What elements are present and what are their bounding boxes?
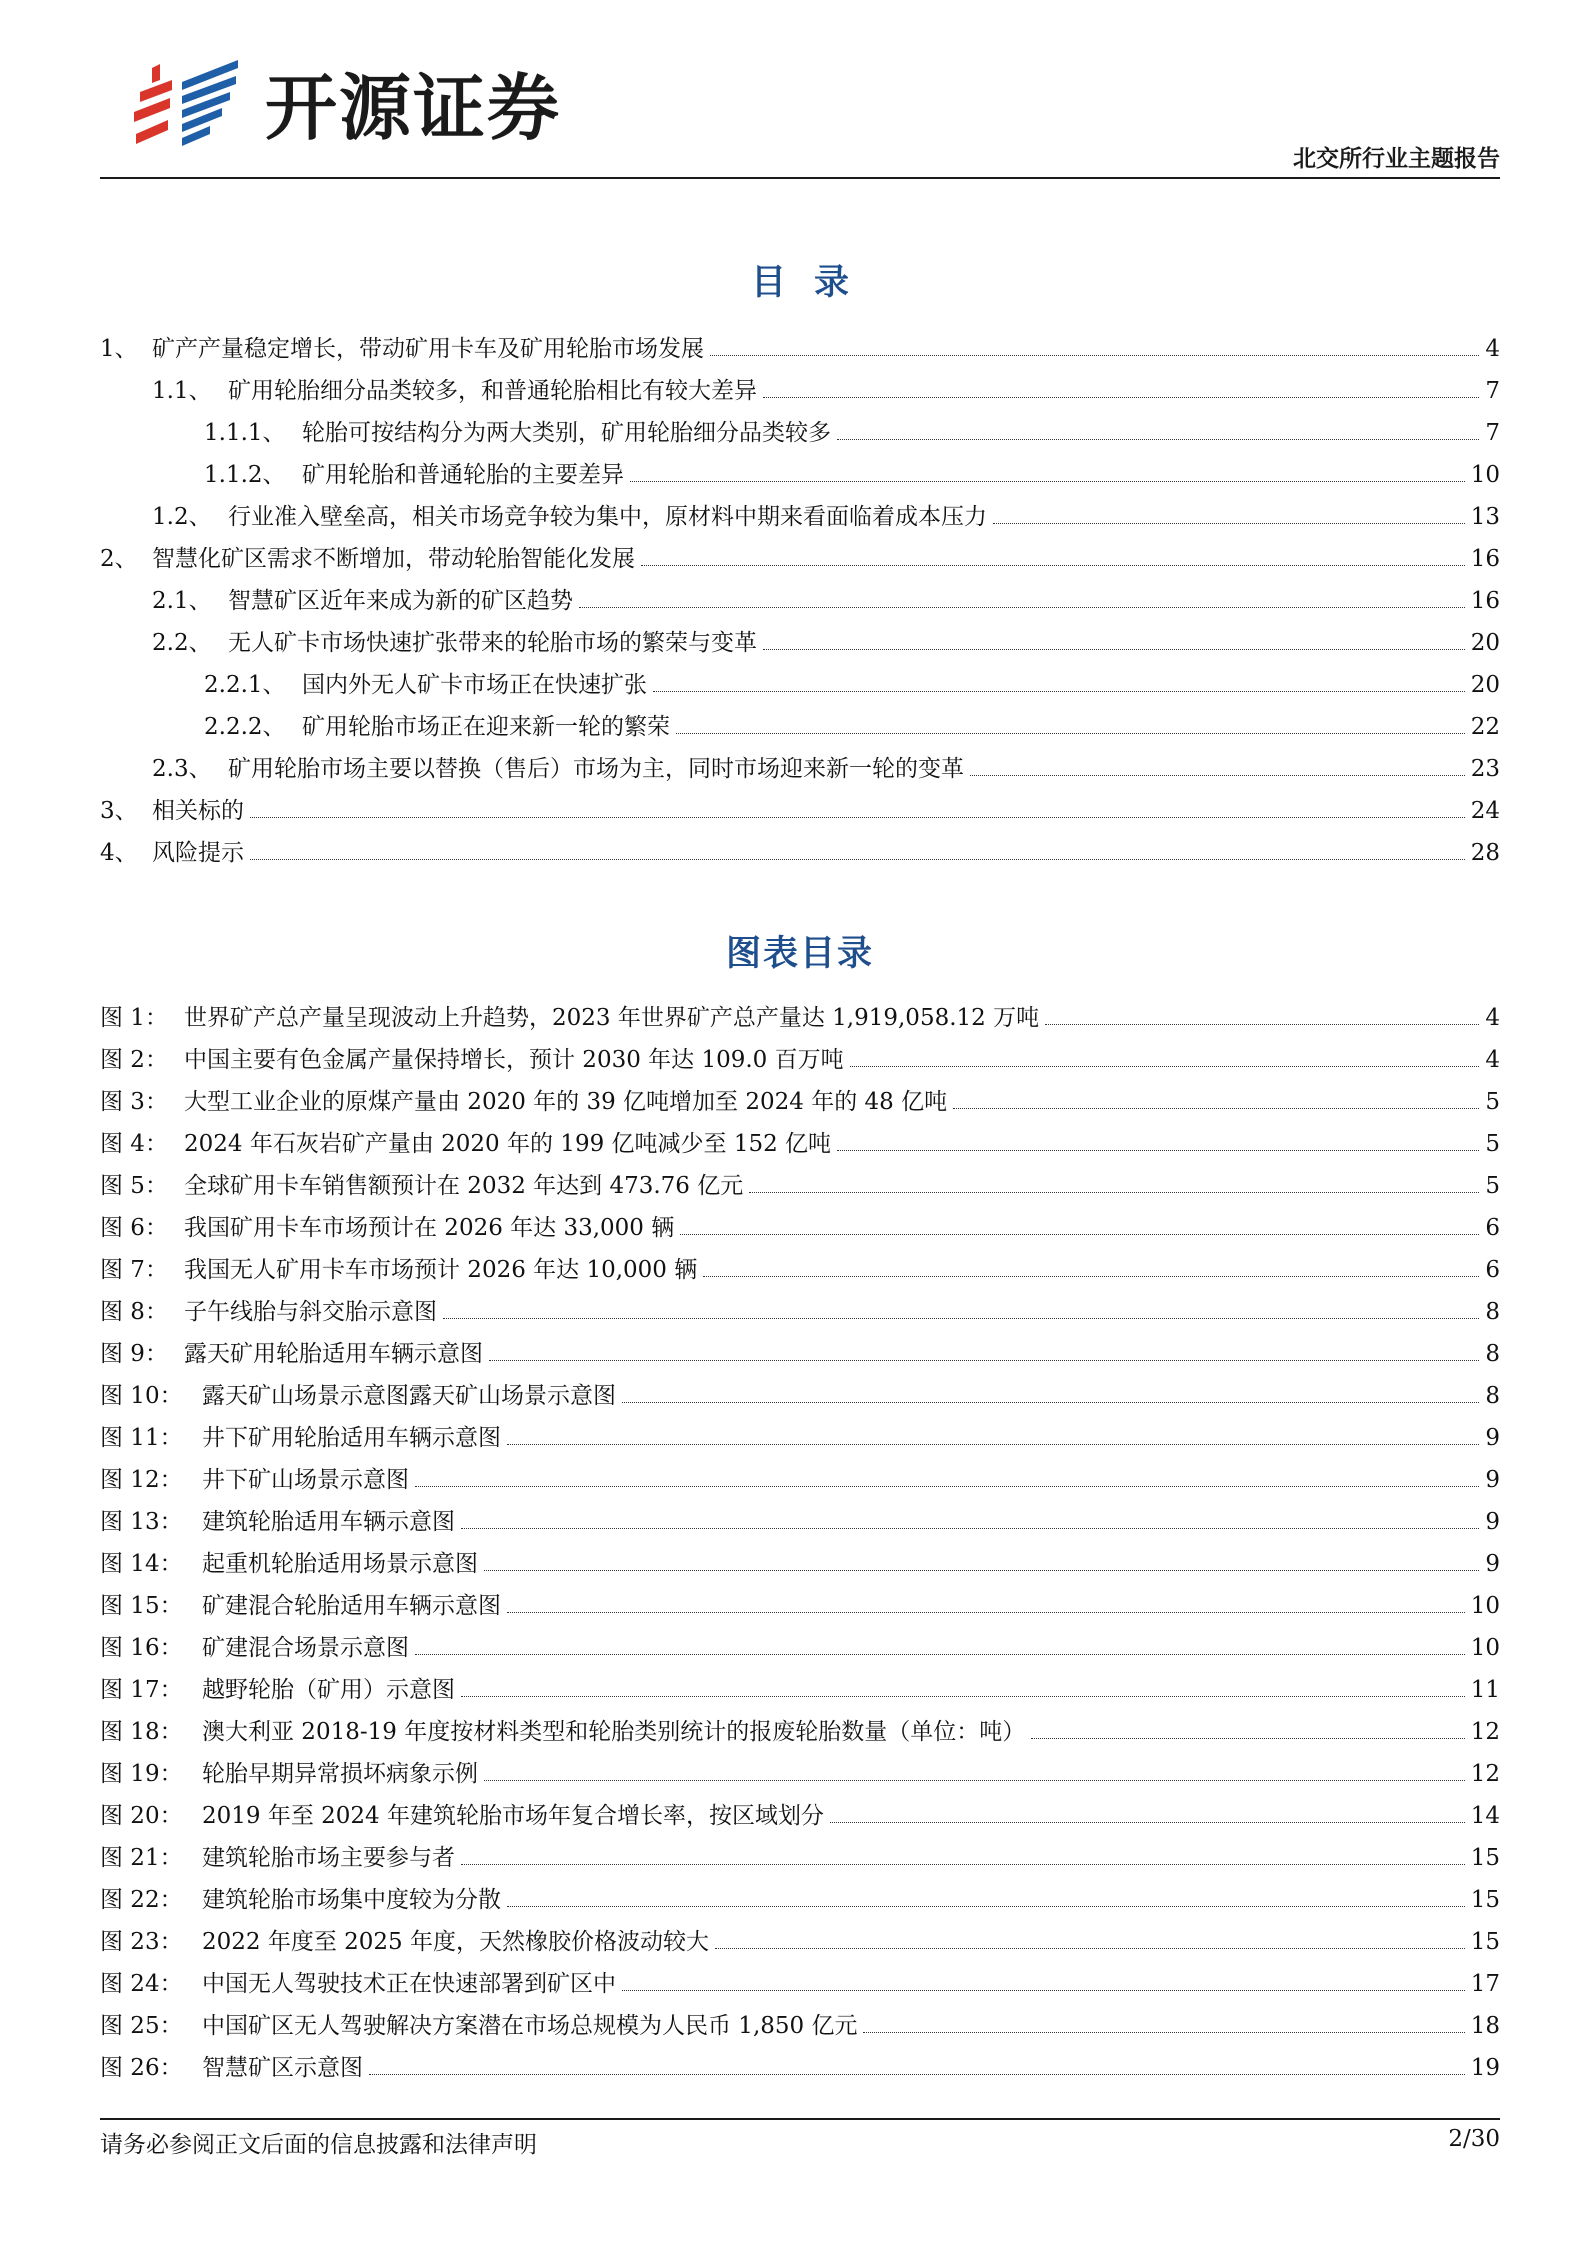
dot-leader bbox=[507, 1444, 1479, 1445]
figure-entry-page: 8 bbox=[1485, 1299, 1500, 1325]
figure-entry-text: 建筑轮胎市场集中度较为分散 bbox=[202, 1887, 501, 1913]
toc-entry[interactable] bbox=[100, 706, 1500, 748]
dot-leader bbox=[415, 1486, 1479, 1487]
figure-entry-text: 我国矿用卡车市场预计在 2026 年达 33,000 辆 bbox=[184, 1215, 675, 1241]
figure-entry-text: 我国无人矿用卡车市场预计 2026 年达 10,000 辆 bbox=[184, 1257, 698, 1283]
toc-entry-number: 2.2、 bbox=[152, 630, 212, 656]
dot-leader bbox=[250, 817, 1465, 818]
figure-entry-text: 智慧矿区示意图 bbox=[202, 2055, 363, 2081]
figure-entry[interactable] bbox=[100, 1669, 1500, 1711]
dot-leader bbox=[461, 1864, 1465, 1865]
figure-entry-number: 图 2： bbox=[100, 1047, 168, 1073]
toc-entry-text: 轮胎可按结构分为两大类别，矿用轮胎细分品类较多 bbox=[302, 420, 831, 446]
toc-entry-number: 2.2.2、 bbox=[204, 714, 286, 740]
figure-entry[interactable] bbox=[100, 1795, 1500, 1837]
figure-entry-number: 图 21： bbox=[100, 1845, 183, 1871]
figure-entry-number: 图 26： bbox=[100, 2055, 183, 2081]
dot-leader bbox=[830, 1822, 1465, 1823]
figure-entry-page: 6 bbox=[1485, 1215, 1500, 1241]
figure-entry-number: 图 24： bbox=[100, 1971, 183, 1997]
dot-leader bbox=[484, 1570, 1479, 1571]
figure-entry[interactable] bbox=[100, 1207, 1500, 1249]
dot-leader bbox=[630, 481, 1465, 482]
figure-entry-page: 15 bbox=[1470, 1887, 1500, 1913]
toc-entry[interactable] bbox=[100, 580, 1500, 622]
figure-entry-number: 图 15： bbox=[100, 1593, 183, 1619]
figure-entry[interactable] bbox=[100, 1039, 1500, 1081]
figure-entry-text: 子午线胎与斜交胎示意图 bbox=[184, 1299, 437, 1325]
dot-leader bbox=[970, 775, 1465, 776]
toc-entry-text: 矿用轮胎市场主要以替换（售后）市场为主，同时市场迎来新一轮的变革 bbox=[228, 756, 964, 782]
figure-entry[interactable] bbox=[100, 1123, 1500, 1165]
figure-entry[interactable] bbox=[100, 1627, 1500, 1669]
dot-leader bbox=[749, 1192, 1479, 1193]
page-header bbox=[100, 40, 1500, 180]
figure-entry-text: 建筑轮胎市场主要参与者 bbox=[202, 1845, 455, 1871]
toc-entry[interactable] bbox=[100, 538, 1500, 580]
toc-title: 目录 bbox=[750, 263, 877, 303]
figure-entry-number: 图 5： bbox=[100, 1173, 168, 1199]
dot-leader bbox=[763, 397, 1479, 398]
dot-leader bbox=[993, 523, 1465, 524]
figure-entry-page: 9 bbox=[1485, 1509, 1500, 1535]
figure-entry-page: 5 bbox=[1485, 1089, 1500, 1115]
figure-list bbox=[100, 997, 1500, 2089]
dot-leader bbox=[676, 733, 1465, 734]
figure-entry-page: 11 bbox=[1470, 1677, 1500, 1703]
toc-entry-text: 行业准入壁垒高，相关市场竞争较为集中，原材料中期来看面临着成本压力 bbox=[228, 504, 987, 530]
figure-entry[interactable] bbox=[100, 1459, 1500, 1501]
toc-entry-text: 国内外无人矿卡市场正在快速扩张 bbox=[302, 672, 647, 698]
dot-leader bbox=[484, 1780, 1465, 1781]
figure-entry-page: 8 bbox=[1485, 1341, 1500, 1367]
figure-entry-text: 起重机轮胎适用场景示意图 bbox=[202, 1551, 478, 1577]
figure-entry[interactable] bbox=[100, 1921, 1500, 1963]
figure-entry-text: 澳大利亚 2018-19 年度按材料类型和轮胎类别统计的报废轮胎数量（单位：吨） bbox=[202, 1719, 1026, 1745]
toc-entry-number: 1.1.1、 bbox=[204, 420, 286, 446]
figure-entry-number: 图 3： bbox=[100, 1089, 168, 1115]
figure-entry-page: 12 bbox=[1470, 1761, 1500, 1787]
figure-entry-number: 图 25： bbox=[100, 2013, 183, 2039]
figure-entry-text: 2019 年至 2024 年建筑轮胎市场年复合增长率，按区域划分 bbox=[202, 1803, 824, 1829]
figure-entry-text: 露天矿山场景示意图露天矿山场景示意图 bbox=[202, 1383, 616, 1409]
brand-logo bbox=[130, 50, 561, 154]
dot-leader bbox=[653, 691, 1465, 692]
figure-entry-text: 露天矿用轮胎适用车辆示意图 bbox=[184, 1341, 483, 1367]
toc-entry[interactable] bbox=[100, 832, 1500, 874]
toc-list bbox=[100, 328, 1500, 874]
figure-entry-page: 17 bbox=[1470, 1971, 1500, 1997]
figure-entry-text: 建筑轮胎适用车辆示意图 bbox=[202, 1509, 455, 1535]
figure-entry[interactable] bbox=[100, 1711, 1500, 1753]
dot-leader bbox=[850, 1066, 1480, 1067]
toc-entry[interactable] bbox=[100, 370, 1500, 412]
toc-entry-page: 20 bbox=[1470, 672, 1500, 698]
toc-entry-number: 1.2、 bbox=[152, 504, 212, 530]
toc-entry-text: 相关标的 bbox=[152, 798, 244, 824]
toc-entry-number: 1.1.2、 bbox=[204, 462, 286, 488]
figure-entry-text: 中国无人驾驶技术正在快速部署到矿区中 bbox=[202, 1971, 616, 1997]
figure-entry-page: 4 bbox=[1485, 1047, 1500, 1073]
toc-entry[interactable] bbox=[100, 748, 1500, 790]
dot-leader bbox=[680, 1234, 1479, 1235]
figure-entry-page: 9 bbox=[1485, 1551, 1500, 1577]
figure-entry-page: 15 bbox=[1470, 1845, 1500, 1871]
figure-entry[interactable] bbox=[100, 1165, 1500, 1207]
figure-entry-text: 井下矿山场景示意图 bbox=[202, 1467, 409, 1493]
figure-entry[interactable] bbox=[100, 1837, 1500, 1879]
figure-entry-number: 图 17： bbox=[100, 1677, 183, 1703]
figure-entry[interactable] bbox=[100, 1249, 1500, 1291]
dot-leader bbox=[1031, 1738, 1465, 1739]
toc-entry-number: 2.3、 bbox=[152, 756, 212, 782]
figure-entry-number: 图 6： bbox=[100, 1215, 168, 1241]
figure-entry-page: 10 bbox=[1470, 1593, 1500, 1619]
toc-entry-text: 矿用轮胎市场正在迎来新一轮的繁荣 bbox=[302, 714, 670, 740]
dot-leader bbox=[641, 565, 1465, 566]
figure-entry-page: 6 bbox=[1485, 1257, 1500, 1283]
toc-entry-text: 矿用轮胎细分品类较多，和普通轮胎相比有较大差异 bbox=[228, 378, 757, 404]
figure-entry-number: 图 9： bbox=[100, 1341, 168, 1367]
figure-entry[interactable] bbox=[100, 1585, 1500, 1627]
figure-entry-page: 5 bbox=[1485, 1131, 1500, 1157]
dot-leader bbox=[443, 1318, 1479, 1319]
header-divider bbox=[100, 177, 1500, 179]
toc-entry-page: 16 bbox=[1470, 588, 1500, 614]
dot-leader bbox=[461, 1528, 1479, 1529]
dot-leader bbox=[461, 1696, 1465, 1697]
brand-name: 开源证券 bbox=[265, 66, 562, 150]
figure-entry-page: 12 bbox=[1470, 1719, 1500, 1745]
figure-entry-page: 5 bbox=[1485, 1173, 1500, 1199]
figure-entry[interactable] bbox=[100, 2047, 1500, 2089]
toc-entry-page: 4 bbox=[1485, 336, 1500, 362]
kaiyuan-logo-icon bbox=[130, 52, 245, 152]
toc-entry[interactable] bbox=[100, 664, 1500, 706]
toc-entry[interactable] bbox=[100, 622, 1500, 664]
toc-entry-page: 20 bbox=[1470, 630, 1500, 656]
figure-entry[interactable] bbox=[100, 1963, 1500, 2005]
figure-entry-page: 9 bbox=[1485, 1425, 1500, 1451]
figure-entry-number: 图 18： bbox=[100, 1719, 183, 1745]
figure-entry-number: 图 4： bbox=[100, 1131, 168, 1157]
figure-entry[interactable] bbox=[100, 997, 1500, 1039]
dot-leader bbox=[622, 1990, 1465, 1991]
figure-entry[interactable] bbox=[100, 1879, 1500, 1921]
figure-entry-page: 19 bbox=[1470, 2055, 1500, 2081]
dot-leader bbox=[703, 1276, 1479, 1277]
figure-entry-page: 18 bbox=[1470, 2013, 1500, 2039]
toc-entry-number: 2.2.1、 bbox=[204, 672, 286, 698]
dot-leader bbox=[715, 1948, 1465, 1949]
figure-entry[interactable] bbox=[100, 1375, 1500, 1417]
footer-divider bbox=[100, 2118, 1500, 2120]
toc-entry-page: 13 bbox=[1470, 504, 1500, 530]
figure-entry-number: 图 13： bbox=[100, 1509, 183, 1535]
toc-entry[interactable] bbox=[100, 328, 1500, 370]
dot-leader bbox=[489, 1360, 1479, 1361]
toc-entry-page: 23 bbox=[1470, 756, 1500, 782]
toc-entry-text: 矿用轮胎和普通轮胎的主要差异 bbox=[302, 462, 624, 488]
figure-entry-page: 4 bbox=[1485, 1005, 1500, 1031]
toc-entry[interactable] bbox=[100, 412, 1500, 454]
figure-entry[interactable] bbox=[100, 1417, 1500, 1459]
figure-entry-number: 图 11： bbox=[100, 1425, 183, 1451]
figure-entry-text: 矿建混合场景示意图 bbox=[202, 1635, 409, 1661]
toc-entry[interactable] bbox=[100, 454, 1500, 496]
figure-entry[interactable] bbox=[100, 2005, 1500, 2047]
figure-entry-text: 世界矿产总产量呈现波动上升趋势，2023 年世界矿产总产量达 1,919,058.12 万吨 bbox=[184, 1005, 1040, 1031]
toc-entry-text: 矿产产量稳定增长，带动矿用卡车及矿用轮胎市场发展 bbox=[152, 336, 704, 362]
toc-entry-number: 1、 bbox=[100, 336, 138, 362]
dot-leader bbox=[1045, 1024, 1479, 1025]
figure-entry-number: 图 14： bbox=[100, 1551, 183, 1577]
figure-entry-text: 中国主要有色金属产量保持增长，预计 2030 年达 109.0 百万吨 bbox=[184, 1047, 844, 1073]
footer-disclaimer: 请务必参阅正文后面的信息披露和法律声明 bbox=[100, 2132, 537, 2158]
dot-leader bbox=[837, 1150, 1479, 1151]
figure-entry[interactable] bbox=[100, 1753, 1500, 1795]
dot-leader bbox=[763, 649, 1465, 650]
figure-entry-number: 图 12： bbox=[100, 1467, 183, 1493]
dot-leader bbox=[369, 2074, 1465, 2075]
figure-entry-number: 图 1： bbox=[100, 1005, 168, 1031]
toc-entry-number: 1.1、 bbox=[152, 378, 212, 404]
figure-entry-text: 轮胎早期异常损坏病象示例 bbox=[202, 1761, 478, 1787]
figure-entry-page: 14 bbox=[1470, 1803, 1500, 1829]
toc-entry-page: 16 bbox=[1470, 546, 1500, 572]
toc-entry-text: 智慧矿区近年来成为新的矿区趋势 bbox=[228, 588, 573, 614]
toc-entry[interactable] bbox=[100, 496, 1500, 538]
figure-entry-number: 图 19： bbox=[100, 1761, 183, 1787]
toc-entry-page: 7 bbox=[1485, 420, 1500, 446]
report-type-label: 北交所行业主题报告 bbox=[1293, 146, 1500, 172]
figure-entry-page: 15 bbox=[1470, 1929, 1500, 1955]
figure-entry-number: 图 22： bbox=[100, 1887, 183, 1913]
figure-entry[interactable] bbox=[100, 1291, 1500, 1333]
figure-entry-number: 图 23： bbox=[100, 1929, 183, 1955]
figure-entry-number: 图 16： bbox=[100, 1635, 183, 1661]
figure-entry-text: 井下矿用轮胎适用车辆示意图 bbox=[202, 1425, 501, 1451]
toc-entry-page: 10 bbox=[1470, 462, 1500, 488]
dot-leader bbox=[863, 2032, 1464, 2033]
figure-entry-text: 2022 年度至 2025 年度，天然橡胶价格波动较大 bbox=[202, 1929, 709, 1955]
figure-entry-number: 图 20： bbox=[100, 1803, 183, 1829]
dot-leader bbox=[507, 1906, 1465, 1907]
figure-entry-text: 矿建混合轮胎适用车辆示意图 bbox=[202, 1593, 501, 1619]
toc-entry-page: 7 bbox=[1485, 378, 1500, 404]
figure-entry[interactable] bbox=[100, 1081, 1500, 1123]
figure-entry-number: 图 7： bbox=[100, 1257, 168, 1283]
page-number: 2/30 bbox=[1448, 2126, 1500, 2152]
toc-entry-page: 28 bbox=[1470, 840, 1500, 866]
figure-list-title: 图表目录 bbox=[725, 934, 874, 974]
dot-leader bbox=[710, 355, 1479, 356]
dot-leader bbox=[507, 1612, 1465, 1613]
dot-leader bbox=[250, 859, 1465, 860]
toc-entry-number: 3、 bbox=[100, 798, 138, 824]
dot-leader bbox=[579, 607, 1465, 608]
figure-entry[interactable] bbox=[100, 1501, 1500, 1543]
dot-leader bbox=[953, 1108, 1479, 1109]
figure-entry-text: 全球矿用卡车销售额预计在 2032 年达到 473.76 亿元 bbox=[184, 1173, 744, 1199]
dot-leader bbox=[415, 1654, 1465, 1655]
figure-entry-number: 图 8： bbox=[100, 1299, 168, 1325]
toc-entry-text: 无人矿卡市场快速扩张带来的轮胎市场的繁荣与变革 bbox=[228, 630, 757, 656]
figure-entry-text: 大型工业企业的原煤产量由 2020 年的 39 亿吨增加至 2024 年的 48 亿吨 bbox=[184, 1089, 948, 1115]
figure-entry-page: 9 bbox=[1485, 1467, 1500, 1493]
figure-entry-text: 中国矿区无人驾驶解决方案潜在市场总规模为人民币 1,850 亿元 bbox=[202, 2013, 858, 2039]
figure-entry-text: 2024 年石灰岩矿产量由 2020 年的 199 亿吨减少至 152 亿吨 bbox=[184, 1131, 832, 1157]
toc-entry-page: 22 bbox=[1470, 714, 1500, 740]
toc-entry[interactable] bbox=[100, 790, 1500, 832]
dot-leader bbox=[837, 439, 1479, 440]
toc-entry-number: 2、 bbox=[100, 546, 138, 572]
figure-entry-text: 越野轮胎（矿用）示意图 bbox=[202, 1677, 455, 1703]
figure-entry[interactable] bbox=[100, 1543, 1500, 1585]
toc-entry-number: 2.1、 bbox=[152, 588, 212, 614]
toc-entry-text: 智慧化矿区需求不断增加，带动轮胎智能化发展 bbox=[152, 546, 635, 572]
toc-entry-number: 4、 bbox=[100, 840, 138, 866]
figure-entry[interactable] bbox=[100, 1333, 1500, 1375]
figure-entry-page: 8 bbox=[1485, 1383, 1500, 1409]
dot-leader bbox=[622, 1402, 1479, 1403]
figure-entry-number: 图 10： bbox=[100, 1383, 183, 1409]
toc-entry-text: 风险提示 bbox=[152, 840, 244, 866]
figure-entry-page: 10 bbox=[1470, 1635, 1500, 1661]
toc-entry-page: 24 bbox=[1470, 798, 1500, 824]
